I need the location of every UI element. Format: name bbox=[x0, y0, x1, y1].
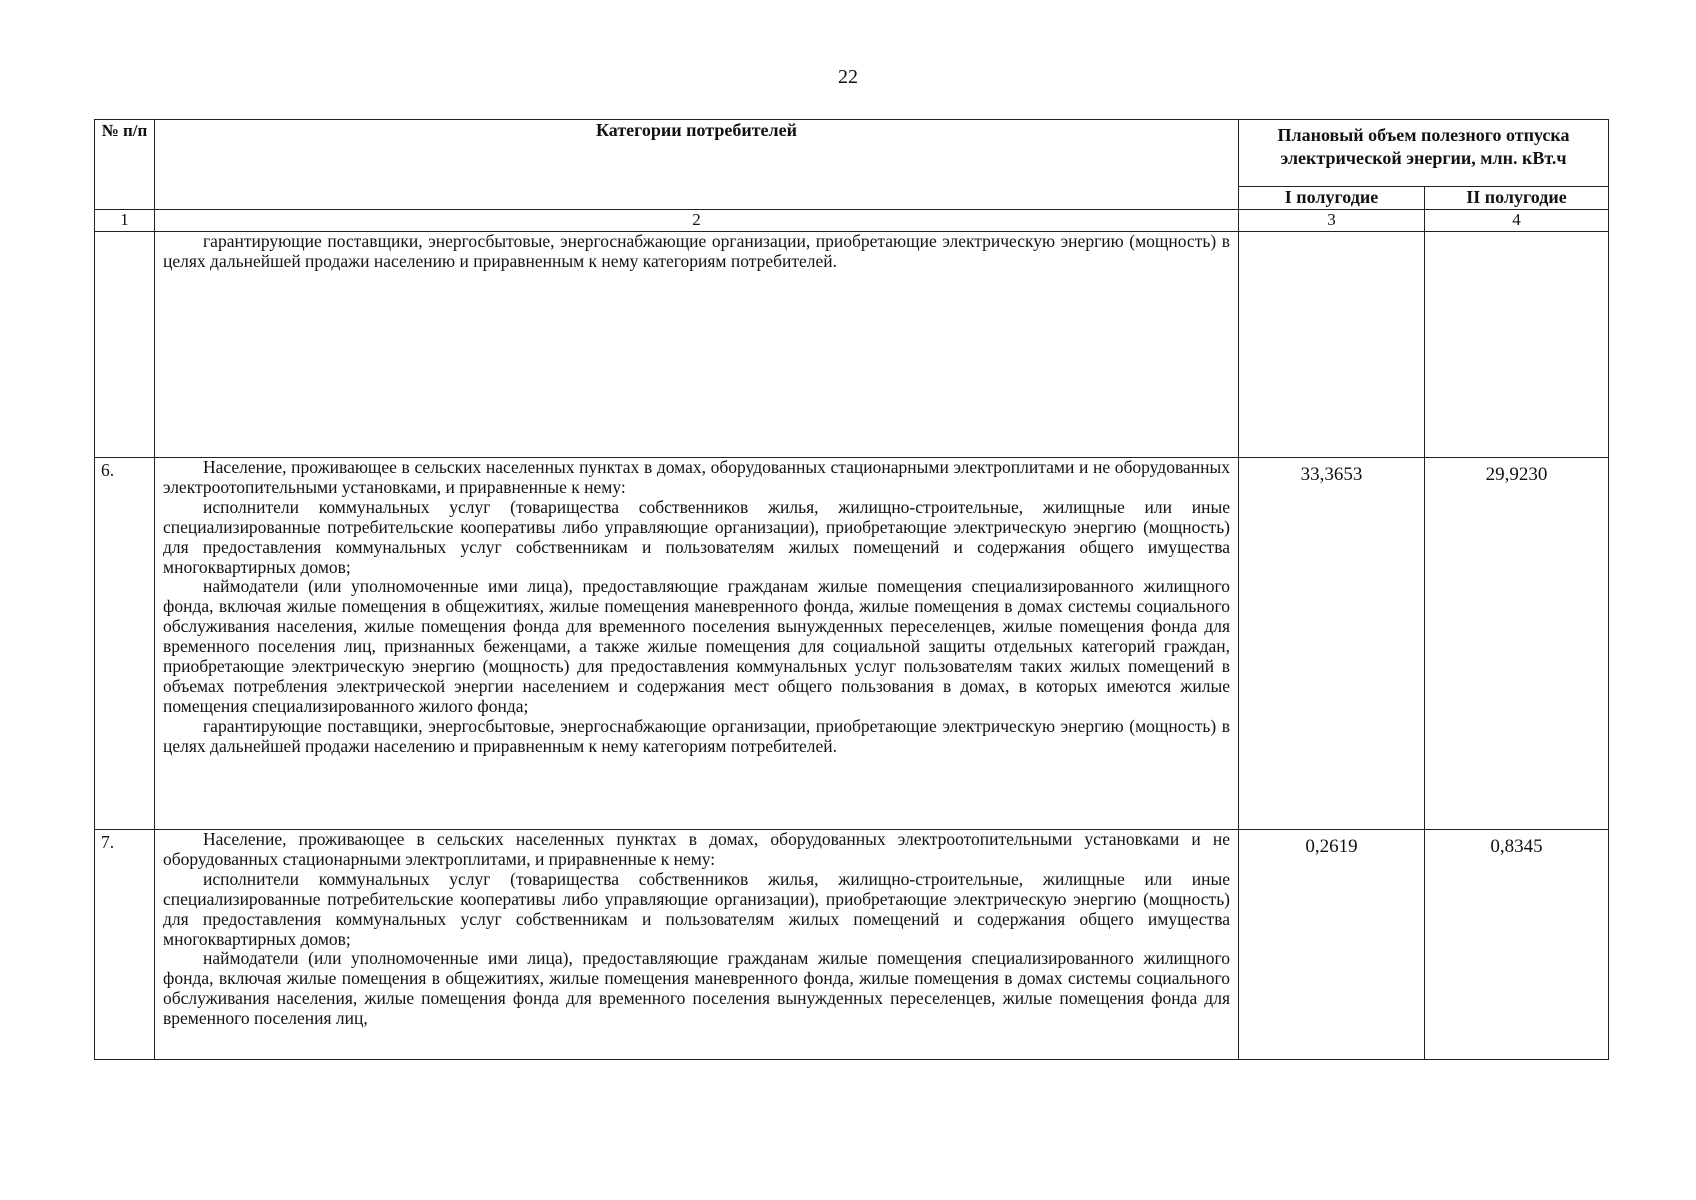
table-row-6 bbox=[95, 458, 1609, 830]
row-paragraph: исполнители коммунальных услуг (товарищества собственников жилья, жилищно-строительные, жилищные или иные специализированные потребительские кооперативы либо управляющие организации), приобретающие электрическую энергию (мощность) для предоставления коммунальных услуг собственникам и пользователям жилых помещений и содержания общего имущества многоквартирных домов; bbox=[163, 868, 1230, 949]
row-category-text bbox=[155, 458, 1239, 830]
page-number: 22 bbox=[838, 66, 858, 88]
row-paragraph: гарантирующие поставщики, энергосбытовые, энергоснабжающие организации, приобретающие электрическую энергию (мощность) в целях дальнейшей продажи населению и приравненным к нему категориям потребителей. bbox=[163, 231, 1230, 271]
table-row-7 bbox=[95, 830, 1609, 1060]
row-paragraph: Население, проживающее в сельских населенных пунктах в домах, оборудованных стационарными электроплитами и не оборудованных электроотопительными установками, и приравненные к нему: bbox=[163, 457, 1230, 497]
row-paragraph: гарантирующие поставщики, энергосбытовые, энергоснабжающие организации, приобретающие электрическую энергию (мощность) в целях дальнейшей продажи населению и приравненным к нему категориям потребителей. bbox=[163, 715, 1230, 756]
row-half1-value: 33,3653 bbox=[1239, 458, 1425, 830]
column-number: 1 bbox=[95, 210, 155, 232]
row-paragraph: Население, проживающее в сельских населенных пунктах в домах, оборудованных электроотопительными установками и не оборудованных стационарными электроплитами, и приравненные к нему: bbox=[163, 829, 1230, 869]
header-volume: Плановый объем полезного отпуска электрической энергии, млн. кВт.ч bbox=[1239, 120, 1609, 187]
table-row-continuation bbox=[95, 232, 1609, 458]
row-paragraph: исполнители коммунальных услуг (товарищества собственников жилья, жилищно-строительные, жилищные или иные специализированные потребительские кооперативы либо управляющие организации), приобретающие электрическую энергию (мощность) для предоставления коммунальных услуг собственникам и пользователям жилых помещений и содержания общего имущества многоквартирных домов; bbox=[163, 496, 1230, 577]
row-number bbox=[95, 232, 155, 458]
row-half1-value bbox=[1239, 232, 1425, 458]
row-number: 6. bbox=[95, 458, 155, 830]
row-category-text bbox=[155, 232, 1239, 458]
row-half2-value bbox=[1425, 232, 1609, 458]
row-paragraph: наймодатели (или уполномоченные ими лица), предоставляющие гражданам жилые помещения специализированного жилищного фонда, включая жилые помещения в общежитиях, жилые помещения маневренного фонда, жилые помещения в домах системы социального обслуживания населения, жилые помещения фонда для временного поселения вынужденных переселенцев, жилые помещения фонда для временного поселения лиц, признанных беженцами, а также жилые помещения для социальной защиты отдельных категорий граждан, приобретающие электрическую энергию (мощность) для предоставления коммунальных услуг пользователям таких жилых помещений в объемах потребления электрической энергии населением и содержания мест общего пользования в домах, в которых имеются жилые помещения специализированного жилого фонда; bbox=[163, 576, 1230, 716]
header-half1: I полугодие bbox=[1239, 187, 1425, 210]
row-category-text bbox=[155, 830, 1239, 1060]
row-half2-value: 0,8345 bbox=[1425, 830, 1609, 1060]
row-number: 7. bbox=[95, 830, 155, 1060]
column-number-row bbox=[95, 210, 1609, 232]
header-row bbox=[95, 120, 1609, 187]
header-half2: II полугодие bbox=[1425, 187, 1609, 210]
row-paragraph: наймодатели (или уполномоченные ими лица), предоставляющие гражданам жилые помещения специализированного жилищного фонда, включая жилые помещения в общежитиях, жилые помещения маневренного фонда, жилые помещения в домах системы социального обслуживания населения, жилые помещения фонда для временного поселения вынужденных переселенцев, жилые помещения фонда для временного поселения лиц, bbox=[163, 948, 1230, 1029]
row-half2-value: 29,9230 bbox=[1425, 458, 1609, 830]
row-half1-value: 0,2619 bbox=[1239, 830, 1425, 1060]
consumer-categories-table bbox=[94, 119, 1609, 1060]
column-number: 4 bbox=[1425, 210, 1609, 232]
column-number: 3 bbox=[1239, 210, 1425, 232]
column-number: 2 bbox=[155, 210, 1239, 232]
header-category: Категории потребителей bbox=[155, 120, 1239, 210]
header-num: № п/п bbox=[95, 120, 155, 210]
